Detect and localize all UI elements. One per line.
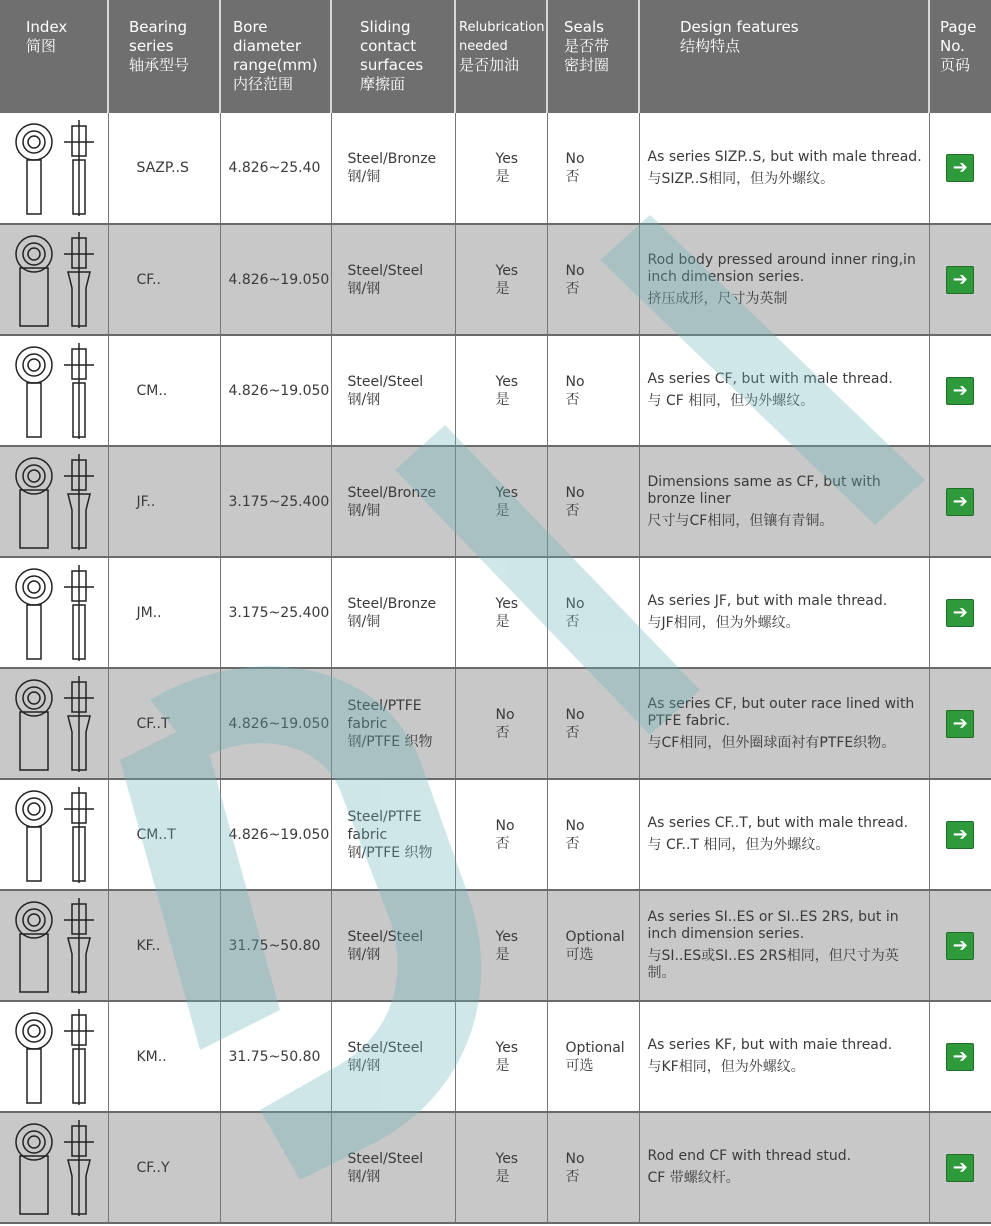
seals-cell xyxy=(547,779,639,890)
design-zh-text: 尺寸与CF相同，但镶有青铜。 xyxy=(647,512,834,529)
table-row xyxy=(0,335,991,446)
arrow-right-icon[interactable]: ➔ xyxy=(946,599,974,627)
relub-zh-text: 是 xyxy=(495,1168,510,1185)
series-cell xyxy=(108,779,220,890)
page-cell xyxy=(929,113,991,224)
series-text: JF.. xyxy=(136,493,156,510)
relub-cell xyxy=(455,668,547,779)
design-cell xyxy=(639,1112,929,1223)
arrow-right-icon[interactable]: ➔ xyxy=(946,1154,974,1182)
seals-zh-text: 否 xyxy=(565,280,580,297)
design-zh-text: 挤压成形，尺寸为英制 xyxy=(647,290,788,307)
design-en-text: Dimensions same as CF, but with bronze liner xyxy=(647,473,881,507)
relub-cell xyxy=(455,1112,547,1223)
sliding-cell xyxy=(331,1112,455,1223)
seals-zh-text: 否 xyxy=(565,502,580,519)
sliding-cell xyxy=(331,779,455,890)
sliding-cell xyxy=(331,668,455,779)
page-cell xyxy=(929,668,991,779)
rod-end-drawing-icon xyxy=(6,1116,102,1220)
seals-zh-text: 否 xyxy=(565,1168,580,1185)
sliding-en-text: Steel/Bronze xyxy=(347,595,437,612)
arrow-right-icon[interactable]: ➔ xyxy=(946,154,974,182)
rod-end-drawing-icon xyxy=(6,116,102,220)
seals-cell xyxy=(547,335,639,446)
seals-zh-text: 可选 xyxy=(565,946,594,963)
arrow-right-icon[interactable]: ➔ xyxy=(946,1043,974,1071)
seals-cell xyxy=(547,557,639,668)
sliding-cell xyxy=(331,224,455,335)
relub-cell xyxy=(455,779,547,890)
arrow-right-icon[interactable]: ➔ xyxy=(946,821,974,849)
header-series-zh: 轴承型号 xyxy=(129,56,190,74)
series-cell xyxy=(108,890,220,1001)
sliding-zh-text: 钢/铜 xyxy=(347,169,381,185)
bore-text: 4.826~19.050 xyxy=(228,826,330,843)
design-zh-text: 与JF相同，但为外螺纹。 xyxy=(647,615,800,631)
bore-text: 3.175~25.400 xyxy=(228,604,330,621)
seals-zh-text: 否 xyxy=(565,613,580,630)
sliding-cell xyxy=(331,1001,455,1112)
bore-text: 31.75~50.80 xyxy=(228,1048,321,1065)
design-en-text: As series JF, but with male thread. xyxy=(647,593,888,609)
table-row xyxy=(0,224,991,335)
seals-en-text: No xyxy=(565,595,585,612)
design-zh-text: 与 CF..T 相同，但为外螺纹。 xyxy=(647,837,830,853)
index-drawing-cell xyxy=(0,1112,108,1223)
seals-zh-text: 否 xyxy=(565,169,580,185)
rod-end-drawing-icon xyxy=(6,894,102,998)
sliding-zh-text: 钢/铜 xyxy=(347,502,381,519)
relub-en-text: No xyxy=(495,817,515,834)
arrow-right-icon[interactable]: ➔ xyxy=(946,377,974,405)
page-cell xyxy=(929,335,991,446)
seals-en-text: No xyxy=(565,151,585,167)
relub-cell xyxy=(455,446,547,557)
seals-zh-text: 否 xyxy=(565,724,580,741)
arrow-right-icon[interactable]: ➔ xyxy=(946,266,974,294)
seals-cell xyxy=(547,446,639,557)
page-cell xyxy=(929,1112,991,1223)
header-design xyxy=(639,0,929,113)
bore-cell xyxy=(220,779,331,890)
sliding-en-text: Steel/Steel xyxy=(347,262,424,279)
table-row xyxy=(0,113,991,224)
bore-text: 4.826~25.40 xyxy=(228,160,321,176)
series-text: CF.. xyxy=(136,271,161,288)
arrow-right-icon[interactable]: ➔ xyxy=(946,488,974,516)
header-index-en: Index xyxy=(26,18,68,36)
rod-end-drawing-icon xyxy=(6,783,102,887)
design-en-text: As series CF, but outer race lined with PTFE fabric. xyxy=(647,695,915,729)
header-sliding-zh: 摩擦面 xyxy=(360,75,406,93)
bore-text: 3.175~25.400 xyxy=(228,493,330,510)
header-design-zh: 结构特点 xyxy=(680,37,741,55)
series-text: CF..T xyxy=(136,715,170,732)
sliding-en-text: Steel/PTFE fabric xyxy=(347,808,422,843)
header-index xyxy=(0,0,108,113)
sliding-zh-text: 钢/铜 xyxy=(347,613,381,630)
design-zh-text: 与SIZP..S相同，但为外螺纹。 xyxy=(647,170,835,187)
rod-end-drawing-icon xyxy=(6,228,102,332)
relub-zh-text: 否 xyxy=(495,835,510,852)
design-en-text: As series CF..T, but with male thread. xyxy=(647,815,909,831)
header-series-en: Bearing series xyxy=(129,18,188,55)
table-row xyxy=(0,890,991,1001)
seals-en-text: No xyxy=(565,706,585,723)
header-seals-zh: 是否带密封圈 xyxy=(564,37,610,74)
sliding-zh-text: 钢/钢 xyxy=(347,1057,381,1074)
bore-cell xyxy=(220,668,331,779)
series-cell xyxy=(108,113,220,224)
sliding-zh-text: 钢/钢 xyxy=(347,280,381,297)
series-cell xyxy=(108,335,220,446)
relub-zh-text: 是 xyxy=(495,280,510,297)
design-zh-text: 与SI..ES或SI..ES 2RS相同，但尺寸为英制。 xyxy=(647,948,899,981)
header-page-zh: 页码 xyxy=(940,56,971,74)
series-text: SAZP..S xyxy=(136,160,189,176)
relub-en-text: Yes xyxy=(495,1039,519,1056)
series-cell xyxy=(108,224,220,335)
seals-en-text: Optional xyxy=(565,928,625,945)
seals-cell xyxy=(547,668,639,779)
sliding-cell xyxy=(331,557,455,668)
seals-en-text: No xyxy=(565,1150,585,1167)
bore-text: 4.826~19.050 xyxy=(228,271,330,288)
design-en-text: As series SIZP..S, but with male thread. xyxy=(647,148,922,165)
sliding-en-text: Steel/Steel xyxy=(347,373,424,390)
series-text: KF.. xyxy=(136,937,161,954)
series-cell xyxy=(108,668,220,779)
design-en-text: Rod end CF with thread stud. xyxy=(647,1148,852,1164)
relub-en-text: Yes xyxy=(495,484,519,501)
page-cell xyxy=(929,890,991,1001)
relub-cell xyxy=(455,1001,547,1112)
bore-cell xyxy=(220,335,331,446)
design-en-text: As series SI..ES or SI..ES 2RS, but in inch dimension series. xyxy=(647,909,899,942)
bore-cell xyxy=(220,224,331,335)
bore-text: 31.75~50.80 xyxy=(228,937,321,954)
relub-en-text: Yes xyxy=(495,262,519,279)
sliding-zh-text: 钢/钢 xyxy=(347,391,381,408)
seals-cell xyxy=(547,224,639,335)
relub-cell xyxy=(455,335,547,446)
sliding-en-text: Steel/Steel xyxy=(347,1039,424,1056)
relub-zh-text: 是 xyxy=(495,391,510,408)
design-cell xyxy=(639,113,929,224)
design-cell xyxy=(639,779,929,890)
relub-cell xyxy=(455,890,547,1001)
header-row xyxy=(0,0,991,113)
header-seals-en: Seals xyxy=(564,18,604,36)
bore-cell xyxy=(220,113,331,224)
series-cell xyxy=(108,1001,220,1112)
relub-zh-text: 否 xyxy=(495,724,510,741)
bore-cell xyxy=(220,1001,331,1112)
design-cell xyxy=(639,446,929,557)
header-relub xyxy=(455,0,547,113)
index-drawing-cell xyxy=(0,335,108,446)
page-cell xyxy=(929,1001,991,1112)
header-index-zh: 简图 xyxy=(26,37,57,55)
header-sliding xyxy=(331,0,455,113)
arrow-right-icon[interactable]: ➔ xyxy=(946,710,974,738)
design-zh-text: 与 CF 相同，但为外螺纹。 xyxy=(647,393,815,409)
design-cell xyxy=(639,668,929,779)
design-en-text: Rod body pressed around inner ring,in inch dimension series. xyxy=(647,251,916,285)
bore-cell xyxy=(220,890,331,1001)
header-sliding-en: Sliding contact surfaces xyxy=(360,18,424,74)
relub-en-text: Yes xyxy=(495,595,519,612)
page-cell xyxy=(929,224,991,335)
sliding-cell xyxy=(331,446,455,557)
table-row xyxy=(0,1001,991,1112)
rod-end-drawing-icon xyxy=(6,450,102,554)
design-cell xyxy=(639,1001,929,1112)
relub-en-text: Yes xyxy=(495,151,519,167)
index-drawing-cell xyxy=(0,224,108,335)
sliding-en-text: Steel/Steel xyxy=(347,928,424,945)
index-drawing-cell xyxy=(0,890,108,1001)
arrow-right-icon[interactable]: ➔ xyxy=(946,932,974,960)
relub-cell xyxy=(455,224,547,335)
relub-en-text: No xyxy=(495,706,515,723)
relub-en-text: Yes xyxy=(495,928,519,945)
index-drawing-cell xyxy=(0,446,108,557)
series-text: KM.. xyxy=(136,1048,167,1065)
sliding-zh-text: 钢/PTFE 织物 xyxy=(347,733,433,750)
table-row xyxy=(0,446,991,557)
rod-end-drawing-icon xyxy=(6,339,102,443)
rod-end-drawing-icon xyxy=(6,1005,102,1109)
sliding-en-text: Steel/Steel xyxy=(347,1150,424,1167)
index-drawing-cell xyxy=(0,557,108,668)
sliding-cell xyxy=(331,113,455,224)
design-cell xyxy=(639,557,929,668)
series-text: JM.. xyxy=(136,604,162,621)
seals-zh-text: 否 xyxy=(565,835,580,852)
seals-cell xyxy=(547,113,639,224)
bore-text: 4.826~19.050 xyxy=(228,382,330,399)
design-zh-text: CF 带螺纹杆。 xyxy=(647,1170,740,1186)
sliding-zh-text: 钢/钢 xyxy=(347,946,381,963)
relub-en-text: Yes xyxy=(495,373,519,390)
series-text: CF..Y xyxy=(136,1159,170,1176)
sliding-zh-text: 钢/钢 xyxy=(347,1168,381,1185)
bore-cell xyxy=(220,446,331,557)
sliding-cell xyxy=(331,335,455,446)
table-row xyxy=(0,1112,991,1223)
seals-cell xyxy=(547,1001,639,1112)
header-seals xyxy=(547,0,639,113)
design-cell xyxy=(639,224,929,335)
sliding-cell xyxy=(331,890,455,1001)
seals-en-text: Optional xyxy=(565,1039,625,1056)
page-cell xyxy=(929,779,991,890)
bore-text: 4.826~19.050 xyxy=(228,715,330,732)
header-relub-en: Relubrication needed xyxy=(459,20,545,54)
design-zh-text: 与CF相同，但外圈球面衬有PTFE织物。 xyxy=(647,734,896,751)
header-series xyxy=(108,0,220,113)
design-cell xyxy=(639,890,929,1001)
seals-cell xyxy=(547,1112,639,1223)
relub-cell xyxy=(455,557,547,668)
seals-en-text: No xyxy=(565,373,585,390)
header-design-en: Design features xyxy=(680,18,799,36)
bore-cell xyxy=(220,557,331,668)
rod-end-drawing-icon xyxy=(6,672,102,776)
relub-zh-text: 是 xyxy=(495,169,510,185)
index-drawing-cell xyxy=(0,113,108,224)
table-row xyxy=(0,779,991,890)
table-row xyxy=(0,668,991,779)
sliding-en-text: Steel/Bronze xyxy=(347,151,437,167)
header-bore-zh: 内径范围 xyxy=(233,75,294,93)
relub-zh-text: 是 xyxy=(495,1057,510,1074)
sliding-en-text: Steel/PTFE fabric xyxy=(347,697,422,732)
relub-cell xyxy=(455,113,547,224)
series-cell xyxy=(108,446,220,557)
series-text: CM..T xyxy=(136,826,176,843)
series-cell xyxy=(108,557,220,668)
table-row xyxy=(0,557,991,668)
seals-en-text: No xyxy=(565,817,585,834)
series-text: CM.. xyxy=(136,382,168,399)
relub-zh-text: 是 xyxy=(495,946,510,963)
index-drawing-cell xyxy=(0,779,108,890)
header-bore-en: Bore diameter range(mm) xyxy=(233,18,318,74)
seals-cell xyxy=(547,890,639,1001)
page-cell xyxy=(929,557,991,668)
seals-zh-text: 可选 xyxy=(565,1057,594,1074)
bore-cell xyxy=(220,1112,331,1223)
relub-en-text: Yes xyxy=(495,1150,519,1167)
design-zh-text: 与KF相同，但为外螺纹。 xyxy=(647,1059,805,1075)
header-page-en: Page No. xyxy=(940,18,977,55)
series-cell xyxy=(108,1112,220,1223)
seals-en-text: No xyxy=(565,262,585,279)
rod-end-drawing-icon xyxy=(6,561,102,665)
page-cell xyxy=(929,446,991,557)
relub-zh-text: 是 xyxy=(495,502,510,519)
sliding-en-text: Steel/Bronze xyxy=(347,484,437,501)
design-en-text: As series KF, but with maie thread. xyxy=(647,1037,893,1053)
header-bore xyxy=(220,0,331,113)
sliding-zh-text: 钢/PTFE 织物 xyxy=(347,844,433,861)
header-page xyxy=(929,0,991,113)
index-drawing-cell xyxy=(0,1001,108,1112)
header-relub-zh: 是否加油 xyxy=(459,56,520,74)
design-en-text: As series CF, but with male thread. xyxy=(647,371,893,387)
seals-en-text: No xyxy=(565,484,585,501)
relub-zh-text: 是 xyxy=(495,613,510,630)
design-cell xyxy=(639,335,929,446)
seals-zh-text: 否 xyxy=(565,391,580,408)
index-drawing-cell xyxy=(0,668,108,779)
